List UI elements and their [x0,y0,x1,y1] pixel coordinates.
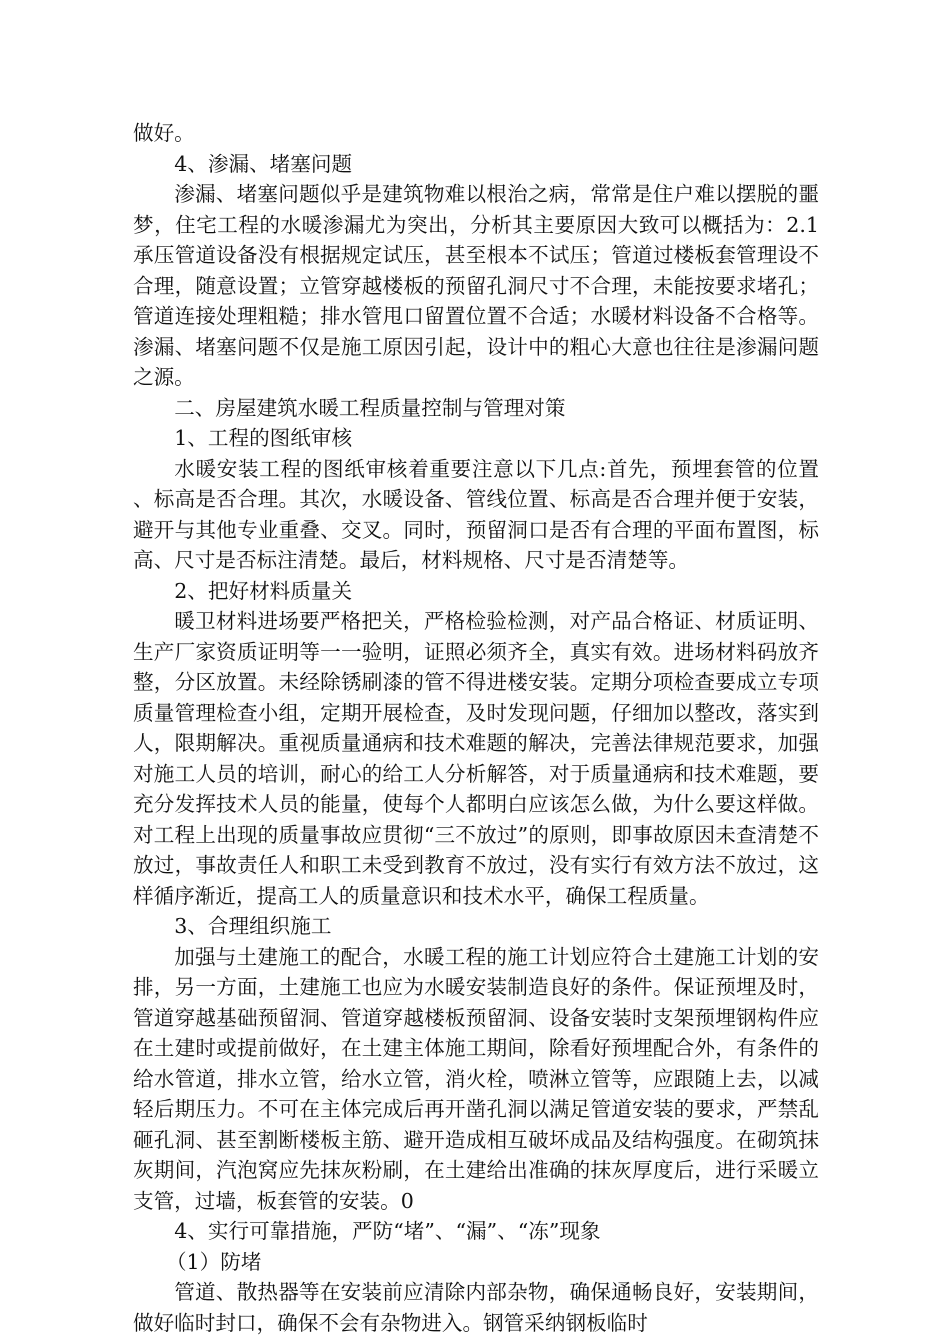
section-heading-leakage-blockage: 4、渗漏、堵塞问题 [174,151,353,176]
paragraph-construction-organization: 加强与土建施工的配合，水暖工程的施工计划应符合土建施工计划的安排，另一方面，土建施工也应为水暖安装制造良好的条件。保证预埋及时，管道穿越基础预留洞、管道穿越楼板预留洞、设备安装时支架预埋钢构件应在土建时或提前做好，在土建主体施工期间，除看好预埋配合外，有条件的给水管道，排水立管，给水立管，消火栓，喷淋立管等，应跟随上去，以减轻后期压力。不可在主体完成后再开凿孔洞以满足管道安装的要求，严禁乱砸孔洞、甚至割断楼板主筋、避开造成相互破坏成品及结构强度。在砌筑抹灰期间，汽泡窝应先抹灰粉刷，在土建给出准确的抹灰厚度后，进行采暖立支管，过墙，板套管的安装。0 [133,944,819,1213]
sub-heading-anti-blockage: （1）防堵 [165,1249,262,1274]
paragraph-continued: 做好。 [133,121,195,145]
section-heading-material-quality: 2、把好材料质量关 [174,578,353,603]
chapter-heading-quality-control: 二、房屋建筑水暖工程质量控制与管理对策 [174,395,566,420]
paragraph-anti-blockage: 管道、散热器等在安装前应清除内部杂物，确保通畅良好，安装期间，做好临时封口，确保不会有杂物进入。钢管采纳钢板临时 [133,1280,819,1335]
paragraph-material-quality: 暖卫材料进场要严格把关，严格检验检测，对产品合格证、材质证明、生产厂家资质证明等一一验明，证照必须齐全，真实有效。进场材料码放齐整，分区放置。未经除锈刷漆的管不得进楼安装。定期分项检查要成立专项质量管理检查小组，定期开展检查，及时发现问题，仔细加以整改，落实到人，限期解决。重视质量通病和技术难题的解决，完善法律规范要求，加强对施工人员的培训，耐心的给工人分析解答，对于质量通病和技术难题，要充分发挥技术人员的能量，使每个人都明白应该怎么做，为什么要这样做。对工程上出现的质量事故应贯彻“三不放过”的原则，即事故原因未查清楚不放过，事故责任人和职工未受到教育不放过，没有实行有效方法不放过，这样循序渐近，提高工人的质量意识和技术水平，确保工程质量。 [133,609,819,908]
section-heading-prevention-measures: 4、实行可靠措施，严防“堵”、“漏”、“冻”现象 [174,1219,601,1243]
paragraph-leakage-causes: 渗漏、堵塞问题似乎是建筑物难以根治之病，常常是住户难以摆脱的噩梦，住宅工程的水暖渗漏尤为突出，分析其主要原因大致可以概括为：2.1承压管道设备没有根据规定试压，甚至根本不试压；管道过楼板套管理设不合理，随意设置；立管穿越楼板的预留孔洞尺寸不合理，未能按要求堵孔；管道连接处理粗糙；排水管甩口留置位置不合适；水暖材料设备不合格等。渗漏、堵塞问题不仅是施工原因引起，设计中的粗心大意也往往是渗漏问题之源。 [133,182,819,389]
paragraph-drawing-review: 水暖安装工程的图纸审核着重要注意以下几点:首先，预埋套管的位置、标高是否合理。其次，水暖设备、管线位置、标高是否合理并便于安装，避开与其他专业重叠、交叉。同时，预留洞口是否有合理的平面布置图，标高、尺寸是否标注清楚。最后，材料规格、尺寸是否清楚等。 [133,456,819,572]
section-heading-construction-organization: 3、合理组织施工 [174,914,332,938]
section-heading-drawing-review: 1、工程的图纸审核 [174,426,353,450]
document-body [133,118,819,1338]
